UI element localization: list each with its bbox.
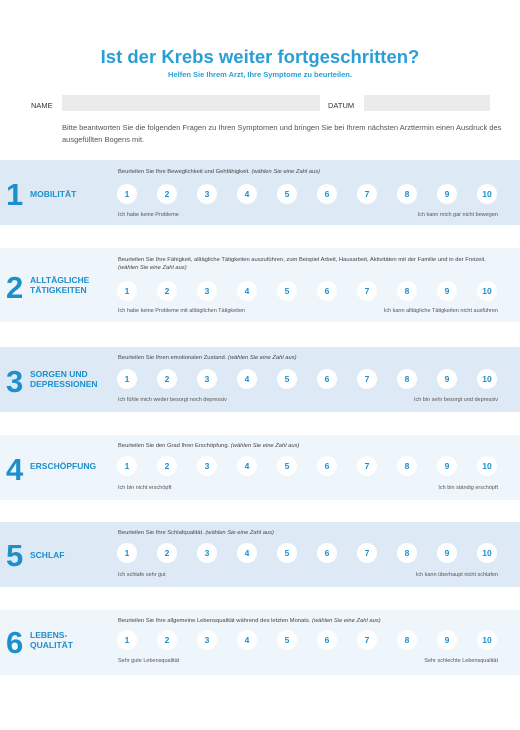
section-number: 5 [6,538,24,573]
rating-option-9[interactable]: 9 [437,184,457,204]
scale-high-label: Ich bin sehr besorgt und depressiv [413,397,498,403]
rating-option-7[interactable]: 7 [357,184,377,204]
rating-option-7[interactable]: 7 [357,456,377,476]
rating-option-5[interactable]: 5 [277,543,297,563]
scale-high-label: Ich kann überhaupt nicht schlafen [415,572,498,578]
section-label: ERSCHÖPFUNG [30,461,97,471]
rating-option-5[interactable]: 5 [277,456,297,476]
rating-option-10[interactable]: 10 [477,630,497,650]
rating-option-7[interactable]: 7 [357,369,377,389]
rating-option-6[interactable]: 6 [317,543,337,563]
rating-option-1[interactable]: 1 [117,281,137,301]
scale-low-label: Ich fühle mich weder besorgt noch depressiv [118,397,227,403]
section-worries-depression [0,347,520,412]
section-quality-of-life [0,610,520,675]
section-question: Beurteilen Sie Ihre Beweglichkeit und Gehfähigkeit. (wählen Sie eine Zahl aus) [118,169,321,175]
rating-option-10[interactable]: 10 [477,281,497,301]
rating-scale [117,184,497,204]
rating-option-5[interactable]: 5 [277,630,297,650]
scale-low-label: Ich habe keine Probleme mit alltäglichen Tätigkeiten [118,308,246,314]
rating-option-10[interactable]: 10 [477,456,497,476]
section-label: LEBENS-QUALITÄT [30,630,73,650]
section-label: MOBILITÄT [30,189,77,199]
rating-option-9[interactable]: 9 [437,630,457,650]
rating-option-4[interactable]: 4 [237,369,257,389]
rating-option-7[interactable]: 7 [357,630,377,650]
rating-option-3[interactable]: 3 [197,543,217,563]
rating-option-6[interactable]: 6 [317,456,337,476]
rating-option-10[interactable]: 10 [477,184,497,204]
rating-option-2[interactable]: 2 [157,184,177,204]
rating-option-1[interactable]: 1 [117,543,137,563]
rating-scale [117,456,497,476]
page-subtitle: Helfen Sie Ihrem Arzt, Ihre Symptome zu beurteilen. [168,70,352,79]
rating-option-5[interactable]: 5 [277,281,297,301]
scale-low-label: Ich bin nicht erschöpft [118,485,172,491]
section-question: Beurteilen Sie Ihre Schlafqualität. (wählen Sie eine Zahl aus) [118,530,274,536]
section-label: SCHLAF [30,550,65,560]
scale-high-label: Ich kann alltägliche Tätigkeiten nicht ausführen [383,308,498,314]
rating-option-3[interactable]: 3 [197,184,217,204]
rating-scale [117,281,497,301]
rating-option-10[interactable]: 10 [477,369,497,389]
rating-option-4[interactable]: 4 [237,184,257,204]
rating-option-4[interactable]: 4 [237,630,257,650]
scale-high-label: Sehr schlechte Lebensqualität [424,658,498,664]
rating-option-9[interactable]: 9 [437,281,457,301]
instructions-text: Bitte beantworten Sie die folgenden Fragen zu Ihren Symptomen und bringen Sie bei Ihrem nächsten Arzttermin einen Ausdruck des ausgefüllten Bogens mit. [62,123,502,144]
rating-scale [117,543,497,563]
rating-option-4[interactable]: 4 [237,281,257,301]
rating-option-1[interactable]: 1 [117,184,137,204]
rating-option-7[interactable]: 7 [357,543,377,563]
rating-scale [117,369,497,389]
scale-high-label: Ich bin ständig erschöpft [438,485,498,491]
rating-option-6[interactable]: 6 [317,369,337,389]
section-daily-activities [0,248,520,322]
section-number: 2 [6,270,24,305]
section-mobility [0,160,520,225]
section-number: 4 [6,452,24,487]
rating-option-6[interactable]: 6 [317,184,337,204]
rating-option-5[interactable]: 5 [277,184,297,204]
section-number: 6 [6,625,24,660]
section-question: Beurteilen Sie Ihren emotionalen Zustand. (wählen Sie eine Zahl aus) [118,355,297,361]
rating-option-2[interactable]: 2 [157,543,177,563]
rating-option-9[interactable]: 9 [437,369,457,389]
rating-option-10[interactable]: 10 [477,543,497,563]
rating-option-2[interactable]: 2 [157,281,177,301]
date-label: DATUM [328,101,355,110]
name-field[interactable] [62,95,320,111]
rating-option-9[interactable]: 9 [437,456,457,476]
section-number: 1 [6,177,24,212]
page-title: Ist der Krebs weiter fortgeschritten? [100,46,420,67]
rating-option-8[interactable]: 8 [397,456,417,476]
section-label: ALLTÄGLICHE TÄTIGKEITEN [30,275,90,295]
rating-scale [117,630,497,650]
rating-option-5[interactable]: 5 [277,369,297,389]
section-fatigue [0,435,520,500]
rating-option-8[interactable]: 8 [397,630,417,650]
rating-option-2[interactable]: 2 [157,369,177,389]
rating-option-3[interactable]: 3 [197,369,217,389]
rating-option-6[interactable]: 6 [317,630,337,650]
rating-option-8[interactable]: 8 [397,543,417,563]
rating-option-2[interactable]: 2 [157,630,177,650]
scale-high-label: Ich kann mich gar nicht bewegen [417,212,498,218]
scale-low-label: Sehr gute Lebensqualität [118,658,180,664]
rating-option-4[interactable]: 4 [237,456,257,476]
rating-option-2[interactable]: 2 [157,456,177,476]
rating-option-3[interactable]: 3 [197,281,217,301]
rating-option-7[interactable]: 7 [357,281,377,301]
rating-option-8[interactable]: 8 [397,369,417,389]
section-question: Beurteilen Sie den Grad Ihrer Erschöpfung. (wählen Sie eine Zahl aus) [118,443,300,449]
scale-low-label: Ich habe keine Probleme [118,212,179,218]
rating-option-3[interactable]: 3 [197,456,217,476]
rating-option-9[interactable]: 9 [437,543,457,563]
section-question: Beurteilen Sie Ihre allgemeine Lebensqualität während des letzten Monats. (wählen Sie eine Zahl aus) [118,618,381,624]
section-label: SORGEN UND DEPRESSIONEN [30,369,98,389]
section-number: 3 [6,364,24,399]
rating-option-4[interactable]: 4 [237,543,257,563]
rating-option-8[interactable]: 8 [397,281,417,301]
rating-option-1[interactable]: 1 [117,456,137,476]
rating-option-1[interactable]: 1 [117,369,137,389]
rating-option-6[interactable]: 6 [317,281,337,301]
rating-option-1[interactable]: 1 [117,630,137,650]
date-field[interactable] [364,95,490,111]
section-question: Beurteilen Sie Ihre Fähigkeit, alltägliche Tätigkeiten auszuführen, zum Beispiel Arbeit, Hausarbeit, Aktivitäten mit der Familie und in der Freizeit. (wählen Sie eine Zahl aus) [118,257,486,272]
name-label: NAME [31,101,53,110]
scale-low-label: Ich schlafe sehr gut [118,572,166,578]
rating-option-8[interactable]: 8 [397,184,417,204]
rating-option-3[interactable]: 3 [197,630,217,650]
section-sleep [0,522,520,587]
